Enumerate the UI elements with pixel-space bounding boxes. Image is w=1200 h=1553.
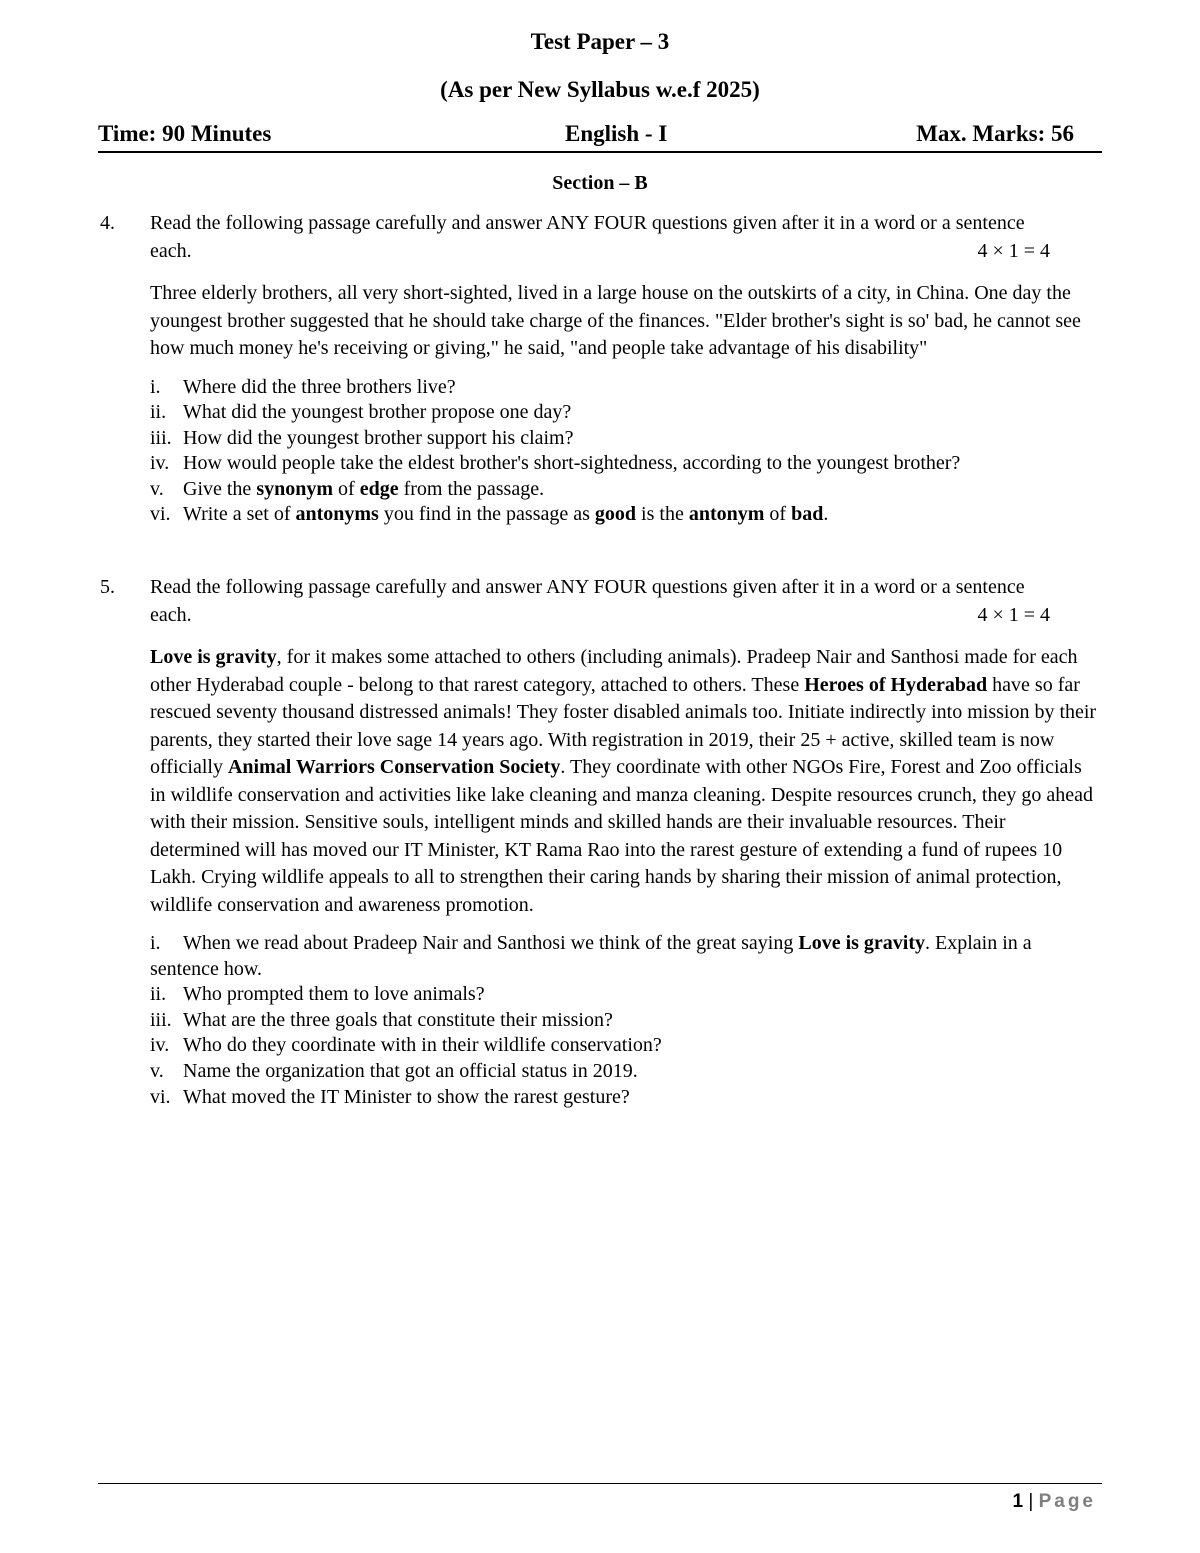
page bbox=[98, 0, 1102, 1553]
time-allowed: Time: 90 Minutes bbox=[98, 121, 272, 146]
item-text-part: you find in the passage as bbox=[378, 503, 595, 526]
marks-allocation: 4 × 1 = 4 bbox=[977, 239, 1050, 262]
item-text-bold: synonym bbox=[256, 477, 334, 500]
passage: Three elderly brothers, all very short-sighted, lived in a large house on the outskirts of a city, in China. One day the youngest brother suggested that he should take charge of the finances. "Elder brother's sight is so' bad, he cannot see how much money he's receiving or giving," he said, "and people take advantage of his disability" bbox=[150, 282, 1081, 359]
paper-subtitle: (As per New Syllabus w.e.f 2025) bbox=[440, 77, 760, 102]
item-numeral: vi. bbox=[150, 1085, 171, 1108]
passage bbox=[150, 644, 1100, 919]
item-numeral: iii. bbox=[150, 426, 172, 449]
item-text-bold: antonyms bbox=[295, 503, 379, 526]
item-text-part: of bbox=[333, 477, 360, 500]
item-text: Who do they coordinate with in their wildlife conservation? bbox=[183, 1034, 662, 1057]
item-text: How would people take the eldest brother's short-sightedness, according to the youngest brother? bbox=[183, 452, 961, 475]
item-numeral: v. bbox=[150, 477, 164, 500]
list-item bbox=[150, 931, 1100, 982]
item-text-part: is the bbox=[636, 503, 689, 526]
header-divider bbox=[98, 151, 1102, 153]
item-text-part: When we read about Pradeep Nair and Santhosi we think of the great saying bbox=[183, 932, 799, 954]
item-text-bold: Love is gravity bbox=[798, 932, 926, 954]
section-title: Section – B bbox=[552, 172, 648, 194]
list-item bbox=[150, 982, 1100, 1008]
item-text: What moved the IT Minister to show the rarest gesture? bbox=[183, 1085, 630, 1108]
passage-text: have so far rescued seventy thousand distressed animals! They foster disabled animals too. Initiate indirectly into mission by their parents, they started their love sage 14 years ago. With registration in 2019, their 25 + active, skilled team is now officially bbox=[150, 673, 1097, 778]
passage-bold: Animal Warriors Conservation Society bbox=[227, 756, 561, 778]
item-numeral: ii. bbox=[150, 401, 167, 424]
item-text: What did the youngest brother propose one day? bbox=[183, 401, 572, 424]
list-item bbox=[150, 375, 1100, 401]
item-text: Where did the three brothers live? bbox=[183, 375, 456, 398]
item-numeral: iii. bbox=[150, 1008, 172, 1031]
max-marks: Max. Marks: 56 bbox=[916, 121, 1074, 146]
instruction-text: Read the following passage carefully and answer ANY FOUR questions given after it in a word or a sentence each. bbox=[150, 212, 1025, 262]
subquestion-list bbox=[150, 931, 1100, 1110]
item-text-bold: edge bbox=[359, 477, 399, 500]
list-item bbox=[150, 477, 1100, 503]
footer-divider bbox=[98, 1483, 1102, 1484]
paper-title: Test Paper – 3 bbox=[530, 29, 670, 54]
question-instruction bbox=[150, 574, 1050, 629]
page-label: Page bbox=[1038, 1491, 1096, 1512]
question-instruction bbox=[150, 210, 1050, 265]
page-footer bbox=[1013, 1488, 1097, 1516]
page-number: 1 bbox=[1012, 1491, 1024, 1512]
item-numeral: vi. bbox=[150, 503, 171, 526]
passage-bold: Heroes of Hyderabad bbox=[804, 673, 988, 696]
subquestion-list bbox=[150, 375, 1100, 529]
item-numeral: iv. bbox=[150, 1034, 170, 1057]
footer-separator: | bbox=[1023, 1491, 1039, 1512]
list-item bbox=[150, 451, 1100, 477]
item-text-part: from the passage. bbox=[398, 477, 545, 500]
item-text-bold: antonym bbox=[688, 503, 765, 526]
item-text-part: . Explain in a sentence how. bbox=[150, 932, 1032, 980]
marks-allocation: 4 × 1 = 4 bbox=[977, 603, 1050, 626]
item-text-part: Give the bbox=[183, 477, 257, 500]
list-item bbox=[150, 1033, 1100, 1059]
item-numeral: i. bbox=[150, 375, 161, 398]
question-number: 4. bbox=[100, 212, 115, 234]
instruction-text: Read the following passage carefully and answer ANY FOUR questions given after it in a word or a sentence each. bbox=[150, 576, 1025, 626]
item-text: Name the organization that got an official status in 2019. bbox=[183, 1059, 638, 1082]
question-body bbox=[150, 210, 1100, 528]
subject-name: English - I bbox=[565, 121, 668, 146]
item-numeral: v. bbox=[150, 1059, 164, 1082]
item-numeral: i. bbox=[150, 932, 161, 954]
exam-info-row bbox=[98, 120, 1102, 150]
item-text-part: . bbox=[823, 503, 829, 526]
list-item bbox=[150, 502, 1100, 528]
question-number: 5. bbox=[100, 576, 115, 598]
list-item bbox=[150, 1008, 1100, 1034]
passage-bold: Love is gravity bbox=[150, 646, 277, 668]
passage-text: , for it makes some attached to others (including animals). Pradeep Nair and Santhosi made for each other Hyderabad couple - belong to that rarest category, attached to others. These bbox=[150, 646, 1078, 696]
item-text-bold: good bbox=[594, 503, 637, 526]
item-text-part: of bbox=[764, 503, 792, 526]
item-numeral: ii. bbox=[150, 983, 167, 1006]
list-item bbox=[150, 1059, 1100, 1085]
item-text: What are the three goals that constitute their mission? bbox=[183, 1008, 613, 1031]
list-item bbox=[150, 426, 1100, 452]
list-item bbox=[150, 400, 1100, 426]
list-item bbox=[150, 1085, 1100, 1111]
item-text: Who prompted them to love animals? bbox=[183, 983, 485, 1006]
item-text-part: Write a set of bbox=[183, 503, 296, 526]
passage-text: . They coordinate with other NGOs Fire, Forest and Zoo officials in wildlife conservation and activities like lake cleaning and manza cleaning. Despite resources crunch, they go ahead with their mission. Sensitive souls, intelligent minds and skilled hands are their invaluable resources. Their determined will has moved our IT Minister, KT Rama Rao into the rarest gesture of extending a fund of rupees 10 Lakh. Crying wildlife appeals to all to strengthen their caring hands by sharing their mission of animal protection, wildlife conservation and awareness promotion. bbox=[150, 756, 1093, 916]
item-text-bold: bad bbox=[791, 503, 824, 526]
item-numeral: iv. bbox=[150, 452, 170, 475]
item-text: How did the youngest brother support his claim? bbox=[183, 426, 574, 449]
question-body bbox=[150, 574, 1100, 1110]
